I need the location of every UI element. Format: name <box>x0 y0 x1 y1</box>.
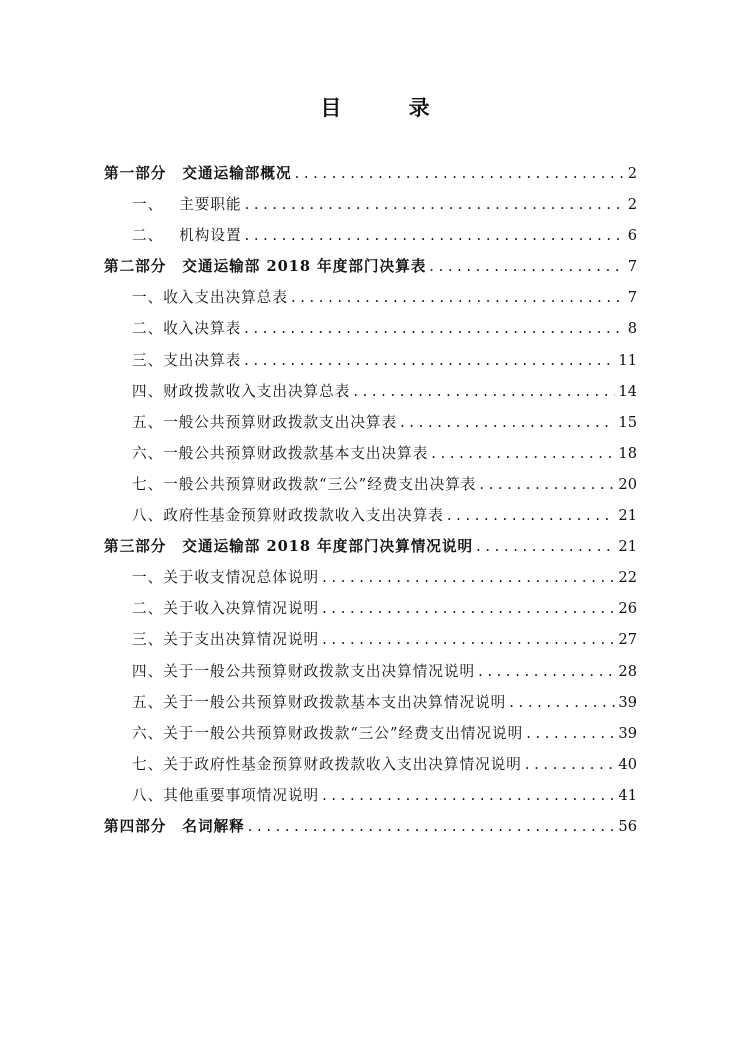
toc-page-number: 15 <box>618 413 637 431</box>
toc-entry-number: 一、收入支出决算总表 <box>132 289 288 307</box>
toc-entry[interactable] <box>104 282 637 313</box>
dot-leader <box>478 656 615 687</box>
dot-leader <box>526 718 615 749</box>
toc-page-number: 22 <box>618 569 637 587</box>
toc-entry-title: 交通运输部概况 <box>182 165 292 182</box>
toc-entry-number: 第一部分 <box>104 165 167 182</box>
toc-entry[interactable] <box>104 811 637 842</box>
toc-entry-label <box>104 531 473 562</box>
toc-page-number: 26 <box>618 600 637 618</box>
toc-page-number: 14 <box>618 382 637 400</box>
toc-entry[interactable] <box>104 220 637 251</box>
dot-leader <box>400 407 615 438</box>
toc-entry-label <box>132 313 241 344</box>
toc-entry-label <box>132 562 319 593</box>
toc-entry-label <box>132 593 319 624</box>
toc-entry[interactable] <box>104 469 637 500</box>
toc-page-number: 39 <box>618 724 637 742</box>
toc-page-number: 21 <box>618 538 637 556</box>
toc-entry-label <box>132 345 241 376</box>
toc-entry-label <box>132 469 476 500</box>
toc-entry-number: 二、关于收入决算情况说明 <box>132 600 320 618</box>
toc-entry-number: 六、关于一般公共预算财政拨款“三公”经费支出情况说明 <box>132 724 524 742</box>
dot-leader <box>244 313 625 344</box>
dot-leader <box>479 469 615 500</box>
toc-entry-label <box>132 282 288 313</box>
toc-page-number: 40 <box>618 755 637 773</box>
dot-leader <box>322 562 615 593</box>
toc-entry-number: 一、 <box>132 196 164 214</box>
toc-entry-label <box>104 158 292 189</box>
toc-entry-number: 三、关于支出决算情况说明 <box>132 631 320 649</box>
toc-entry[interactable] <box>104 189 637 220</box>
toc-page-number: 6 <box>627 227 637 245</box>
toc-entry-number: 八、政府性基金预算财政拨款收入支出决算表 <box>132 507 444 525</box>
toc-entry-title: 交通运输部 2018 年度部门决算表 <box>182 258 427 276</box>
toc-entry-label <box>132 376 350 407</box>
toc-entry-number: 六、一般公共预算财政拨款基本支出决算表 <box>132 444 429 462</box>
toc-entry-label <box>132 780 319 811</box>
toc-entry[interactable] <box>104 656 637 687</box>
toc-entry[interactable] <box>104 531 637 562</box>
toc-entry[interactable] <box>104 345 637 376</box>
toc-entry-number: 第二部分 <box>104 258 167 276</box>
toc-page-number: 11 <box>618 351 637 369</box>
dot-leader <box>429 251 624 282</box>
toc-entry-number: 四、关于一般公共预算财政拨款支出决算情况说明 <box>132 662 476 680</box>
toc-page-number: 28 <box>618 662 637 680</box>
toc-entry[interactable] <box>104 376 637 407</box>
dot-leader <box>291 282 625 313</box>
toc-page-number: 39 <box>618 693 637 711</box>
toc-entry-label <box>104 251 426 282</box>
toc-entry[interactable] <box>104 158 637 189</box>
dot-leader <box>248 811 616 842</box>
toc-entry-number: 七、一般公共预算财政拨款“三公”经费支出决算表 <box>132 475 477 493</box>
dot-leader <box>295 158 625 189</box>
toc-page-number: 18 <box>618 444 637 462</box>
toc-entry-number: 二、收入决算表 <box>132 320 242 338</box>
dot-leader <box>525 749 616 780</box>
toc-entry-number: 八、其他重要事项情况说明 <box>132 786 320 804</box>
toc-entry-number: 一、关于收支情况总体说明 <box>132 569 320 587</box>
toc-entry-label <box>132 718 523 749</box>
toc-page-number: 7 <box>627 258 637 276</box>
dot-leader <box>244 345 615 376</box>
toc-entry-title: 主要职能 <box>179 196 242 214</box>
toc-entry-number: 七、关于政府性基金预算财政拨款收入支出决算情况说明 <box>132 755 522 773</box>
toc-page-number: 7 <box>627 289 637 307</box>
toc-entry-label <box>132 438 428 469</box>
toc-entry-number: 三、支出决算表 <box>132 351 242 369</box>
toc-entry[interactable] <box>104 500 637 531</box>
toc-entry-label <box>132 749 522 780</box>
toc-entry-number: 二、 <box>132 227 164 245</box>
toc-entry-number: 第三部分 <box>104 538 167 556</box>
toc-entry-label <box>132 687 506 718</box>
dot-leader <box>245 189 625 220</box>
toc-page-number: 20 <box>618 475 637 493</box>
toc-page-number: 8 <box>627 320 637 338</box>
toc-page-number: 2 <box>627 196 637 214</box>
toc-entry[interactable] <box>104 749 637 780</box>
dot-leader <box>322 624 615 655</box>
page-title: 目 录 <box>320 96 460 120</box>
toc-page-number: 56 <box>618 817 637 835</box>
toc-entry-label <box>132 656 475 687</box>
table-of-contents <box>104 158 637 842</box>
toc-entry[interactable] <box>104 313 637 344</box>
toc-entry[interactable] <box>104 593 637 624</box>
toc-entry[interactable] <box>104 780 637 811</box>
dot-leader <box>245 220 625 251</box>
toc-entry-label <box>132 500 444 531</box>
toc-entry[interactable] <box>104 438 637 469</box>
dot-leader <box>353 376 615 407</box>
dot-leader <box>322 780 615 811</box>
toc-entry-label <box>104 811 245 842</box>
dot-leader <box>509 687 615 718</box>
toc-page-number: 41 <box>618 786 637 804</box>
toc-entry[interactable] <box>104 562 637 593</box>
dot-leader <box>476 531 615 562</box>
toc-entry-title: 名词解释 <box>182 817 245 835</box>
toc-entry-title: 交通运输部 2018 年度部门决算情况说明 <box>182 538 474 556</box>
toc-entry[interactable] <box>104 407 637 438</box>
toc-entry-number: 五、一般公共预算财政拨款支出决算表 <box>132 413 398 431</box>
toc-entry-label <box>132 407 397 438</box>
toc-entry-number: 五、关于一般公共预算财政拨款基本支出决算情况说明 <box>132 693 507 711</box>
toc-page-number: 2 <box>627 165 637 182</box>
toc-entry-label <box>132 189 242 220</box>
dot-leader <box>322 593 615 624</box>
toc-entry-label <box>132 624 319 655</box>
toc-entry-title: 机构设置 <box>179 227 242 245</box>
toc-page-number: 27 <box>618 631 637 649</box>
toc-entry-number: 四、财政拨款收入支出决算总表 <box>132 382 351 400</box>
toc-entry[interactable] <box>104 718 637 749</box>
toc-page-number: 21 <box>618 507 637 525</box>
dot-leader <box>431 438 615 469</box>
dot-leader <box>447 500 616 531</box>
toc-entry[interactable] <box>104 251 637 282</box>
toc-entry[interactable] <box>104 624 637 655</box>
toc-entry[interactable] <box>104 687 637 718</box>
toc-entry-number: 第四部分 <box>104 817 167 835</box>
toc-entry-label <box>132 220 242 251</box>
